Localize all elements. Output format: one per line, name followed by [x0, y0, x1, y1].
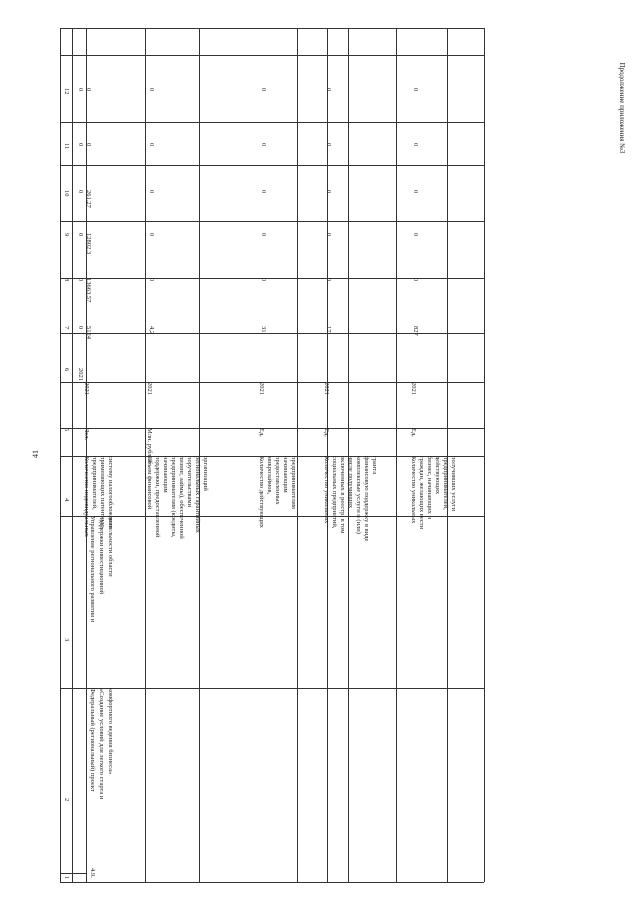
- indicator-name: Количество уникальных: [323, 456, 330, 524]
- indicator-value: 5124: [85, 326, 92, 339]
- row-rule: [60, 28, 484, 29]
- indicator-year: 2021: [410, 382, 417, 395]
- indicator-value: 13663,57: [85, 278, 92, 303]
- indicator-value: 17: [325, 326, 332, 333]
- indicator-name: числе получивших: [347, 456, 354, 509]
- subheader-value: 0: [77, 88, 84, 92]
- indicator-value: 0: [325, 190, 332, 194]
- row-rule: [60, 882, 484, 883]
- indicator-value: 0: [148, 233, 155, 237]
- column-rule: [60, 28, 61, 882]
- indicator-unit: Ед.: [323, 428, 330, 437]
- indicator-unit: Чел.: [83, 428, 90, 440]
- indicator-value: 827: [412, 326, 419, 336]
- indicator-name: Количество действующих: [258, 456, 265, 528]
- row-rule: [60, 873, 86, 874]
- indicator-name: гранта: [371, 456, 378, 475]
- row-rule: [60, 428, 484, 432]
- indicator-value: 0: [260, 88, 267, 92]
- row-rule: [60, 382, 484, 383]
- indicator-unit: Ед.: [258, 428, 265, 437]
- data-table: [60, 28, 484, 882]
- column-number: 10: [63, 190, 70, 197]
- indicator-name: начинающим: [282, 456, 289, 493]
- indicator-name: лизинг, займы), обеспеченной: [178, 456, 185, 539]
- indicator-year: 2021: [258, 382, 265, 395]
- row-number: 4.9.: [89, 868, 96, 878]
- row-rule: [60, 333, 484, 334]
- column-rule: [297, 28, 298, 882]
- column-rule: [199, 28, 200, 882]
- indicator-value: 0: [412, 88, 419, 92]
- subheader-value: 0: [77, 143, 84, 147]
- indicator-value: 4,2: [148, 326, 155, 335]
- responsible-body: поддержки инвестиционной: [98, 516, 105, 595]
- indicator-value: 0: [85, 88, 92, 92]
- row-rule: [60, 278, 484, 282]
- subheader-value: 2021: [77, 368, 84, 381]
- indicator-name: включенных в реестр, в том: [339, 456, 346, 534]
- column-number: 12: [63, 88, 70, 95]
- indicator-year: 2021: [83, 382, 90, 395]
- row-rule: [60, 55, 484, 56]
- indicator-name: предпринимателям (кредиты,: [170, 456, 177, 538]
- indicator-name: Объем финансовой: [146, 456, 153, 510]
- indicator-year: 2021: [323, 382, 330, 395]
- indicator-value: 0: [260, 143, 267, 147]
- indicator-name: социальных предприятий,: [331, 456, 338, 529]
- project-name: Федеральный (региональный) проект: [89, 688, 96, 792]
- column-number: 5: [63, 428, 70, 432]
- indicator-name: предоставленных: [274, 456, 281, 505]
- project-name: «Создание условий для легкого старта и: [98, 688, 105, 800]
- subheader-value: 0: [77, 233, 84, 237]
- column-rule: [396, 28, 397, 882]
- subheader-value: 0: [77, 326, 84, 330]
- column-rule: [447, 28, 448, 882]
- project-name: комфортного ведения бизнеса»: [107, 688, 114, 775]
- column-number: 11: [63, 143, 70, 150]
- indicator-value: 0: [148, 278, 155, 282]
- indicator-value: 0: [412, 278, 419, 282]
- row-rule: [60, 122, 484, 123]
- column-rule: [72, 28, 73, 882]
- continuation-label: Продолжение приложения №3: [618, 62, 626, 154]
- column-rule: [484, 28, 485, 882]
- column-rule: [327, 28, 328, 882]
- indicator-name: Количество индивидуальных: [83, 456, 90, 537]
- indicator-value: 0: [412, 190, 419, 194]
- indicator-value: 0: [260, 278, 267, 282]
- indicator-year: 2021: [146, 382, 153, 395]
- indicator-unit: Ед.: [410, 428, 417, 437]
- indicator-value: 261,27: [85, 190, 92, 208]
- column-rule: [348, 28, 349, 882]
- indicator-value: 0: [148, 190, 155, 194]
- column-number: 4: [63, 498, 70, 502]
- indicator-name: поручительствами: [186, 456, 193, 508]
- indicator-value: 0: [85, 143, 92, 147]
- column-number: 2: [63, 798, 70, 802]
- indicator-value: 0: [325, 278, 332, 282]
- indicator-value: 0: [325, 143, 332, 147]
- subheader-value: 0: [77, 190, 84, 194]
- indicator-name: комплексные услуги и (или): [355, 456, 362, 534]
- row-rule: [60, 688, 484, 689]
- indicator-name: Количество уникальных: [410, 456, 417, 524]
- column-rule: [86, 28, 87, 882]
- indicator-name: предпринимателей,: [91, 456, 98, 510]
- responsible-body: деятельности области: [107, 516, 114, 577]
- indicator-name: предпринимателям: [290, 456, 297, 509]
- indicator-name: предпринимателей,: [442, 456, 449, 510]
- row-rule: [60, 165, 484, 166]
- column-number: 9: [63, 233, 70, 237]
- subheader-value: 0: [77, 278, 84, 282]
- indicator-value: 0: [148, 143, 155, 147]
- indicator-value: 0: [260, 190, 267, 194]
- indicator-name: начинающим: [162, 456, 169, 493]
- indicator-name: региональных гарантийных: [194, 456, 201, 533]
- indicator-name: применяющих патентную: [99, 456, 106, 528]
- indicator-value: 0: [260, 233, 267, 237]
- indicator-value: 0: [412, 143, 419, 147]
- column-number: 1: [63, 876, 70, 880]
- indicator-name: бизнес, начинающих и: [426, 456, 433, 519]
- indicator-name: организаций: [202, 456, 209, 491]
- indicator-unit: Млн. рублей: [146, 428, 153, 463]
- indicator-value: 0: [412, 233, 419, 237]
- indicator-name: получивших услуги: [450, 456, 457, 512]
- page-number: 41: [31, 450, 40, 458]
- indicator-name: поддержки, предоставленной: [154, 456, 161, 538]
- indicator-name: микрозаймов,: [266, 456, 273, 495]
- indicator-name: граждан, желающих вести: [418, 456, 425, 530]
- indicator-value: 0: [325, 233, 332, 237]
- indicator-name: финансовую поддержку в виде: [363, 456, 370, 542]
- indicator-name: систему налогообложения: [107, 456, 114, 529]
- indicator-value: 0: [148, 88, 155, 92]
- indicator-value: 0: [325, 88, 332, 92]
- indicator-value: 31: [260, 326, 267, 333]
- column-number: 7: [63, 326, 70, 330]
- column-number: 3: [63, 638, 70, 642]
- column-number: 6: [63, 368, 70, 372]
- column-number: 8: [63, 278, 70, 282]
- indicator-name: действующих: [434, 456, 441, 495]
- row-rule: [60, 221, 484, 222]
- responsible-body: Управление регионального развития и: [89, 516, 96, 623]
- indicator-value: 12802,3: [85, 233, 92, 255]
